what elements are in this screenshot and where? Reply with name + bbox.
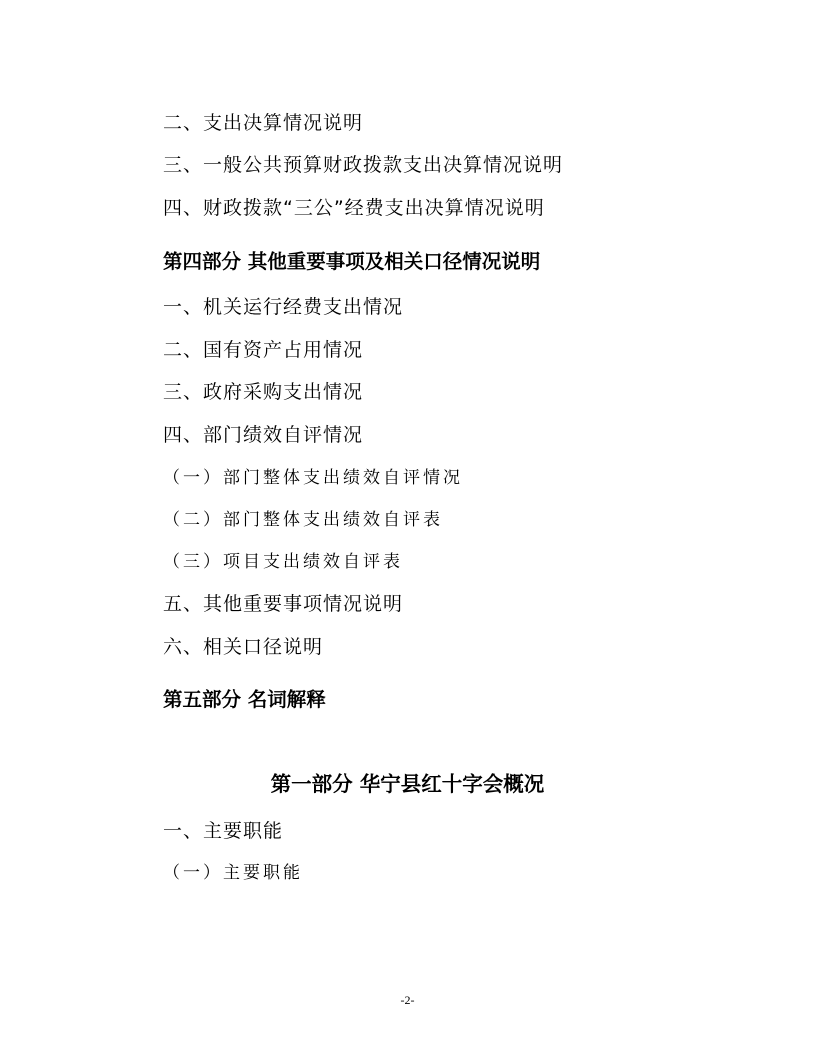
toc-item-expenditure-final-accounts: 二、支出决算情况说明 [163, 112, 364, 134]
toc-heading-part5: 第五部分 名词解释 [163, 688, 326, 711]
toc-item-state-assets: 二、国有资产占用情况 [163, 339, 364, 361]
toc-subitem-overall-performance: （一）部门整体支出绩效自评情况 [163, 468, 463, 488]
toc-heading-part4: 第四部分 其他重要事项及相关口径情况说明 [163, 250, 541, 273]
toc-item-three-public-expenses: 四、财政拨款“三公”经费支出决算情况说明 [163, 197, 545, 219]
page-number: -2- [400, 993, 415, 1007]
toc-item-other-important-matters: 五、其他重要事项情况说明 [163, 593, 404, 615]
section-heading-main-functions: 一、主要职能 [163, 820, 284, 842]
toc-item-performance-self-evaluation: 四、部门绩效自评情况 [163, 424, 364, 446]
toc-item-operating-expenses: 一、机关运行经费支出情况 [163, 296, 404, 318]
toc-subitem-overall-performance-table: （二）部门整体支出绩效自评表 [163, 510, 443, 530]
toc-item-government-procurement: 三、政府采购支出情况 [163, 381, 364, 403]
toc-item-general-budget-expenditure: 三、一般公共预算财政拨款支出决算情况说明 [163, 154, 564, 176]
toc-subitem-project-performance-table: （三）项目支出绩效自评表 [163, 552, 403, 572]
section-title: 第一部分 华宁县红十字会概况 [270, 772, 545, 796]
subsection-heading-main-functions: （一）主要职能 [163, 863, 303, 883]
toc-item-related-definitions: 六、相关口径说明 [163, 636, 324, 658]
